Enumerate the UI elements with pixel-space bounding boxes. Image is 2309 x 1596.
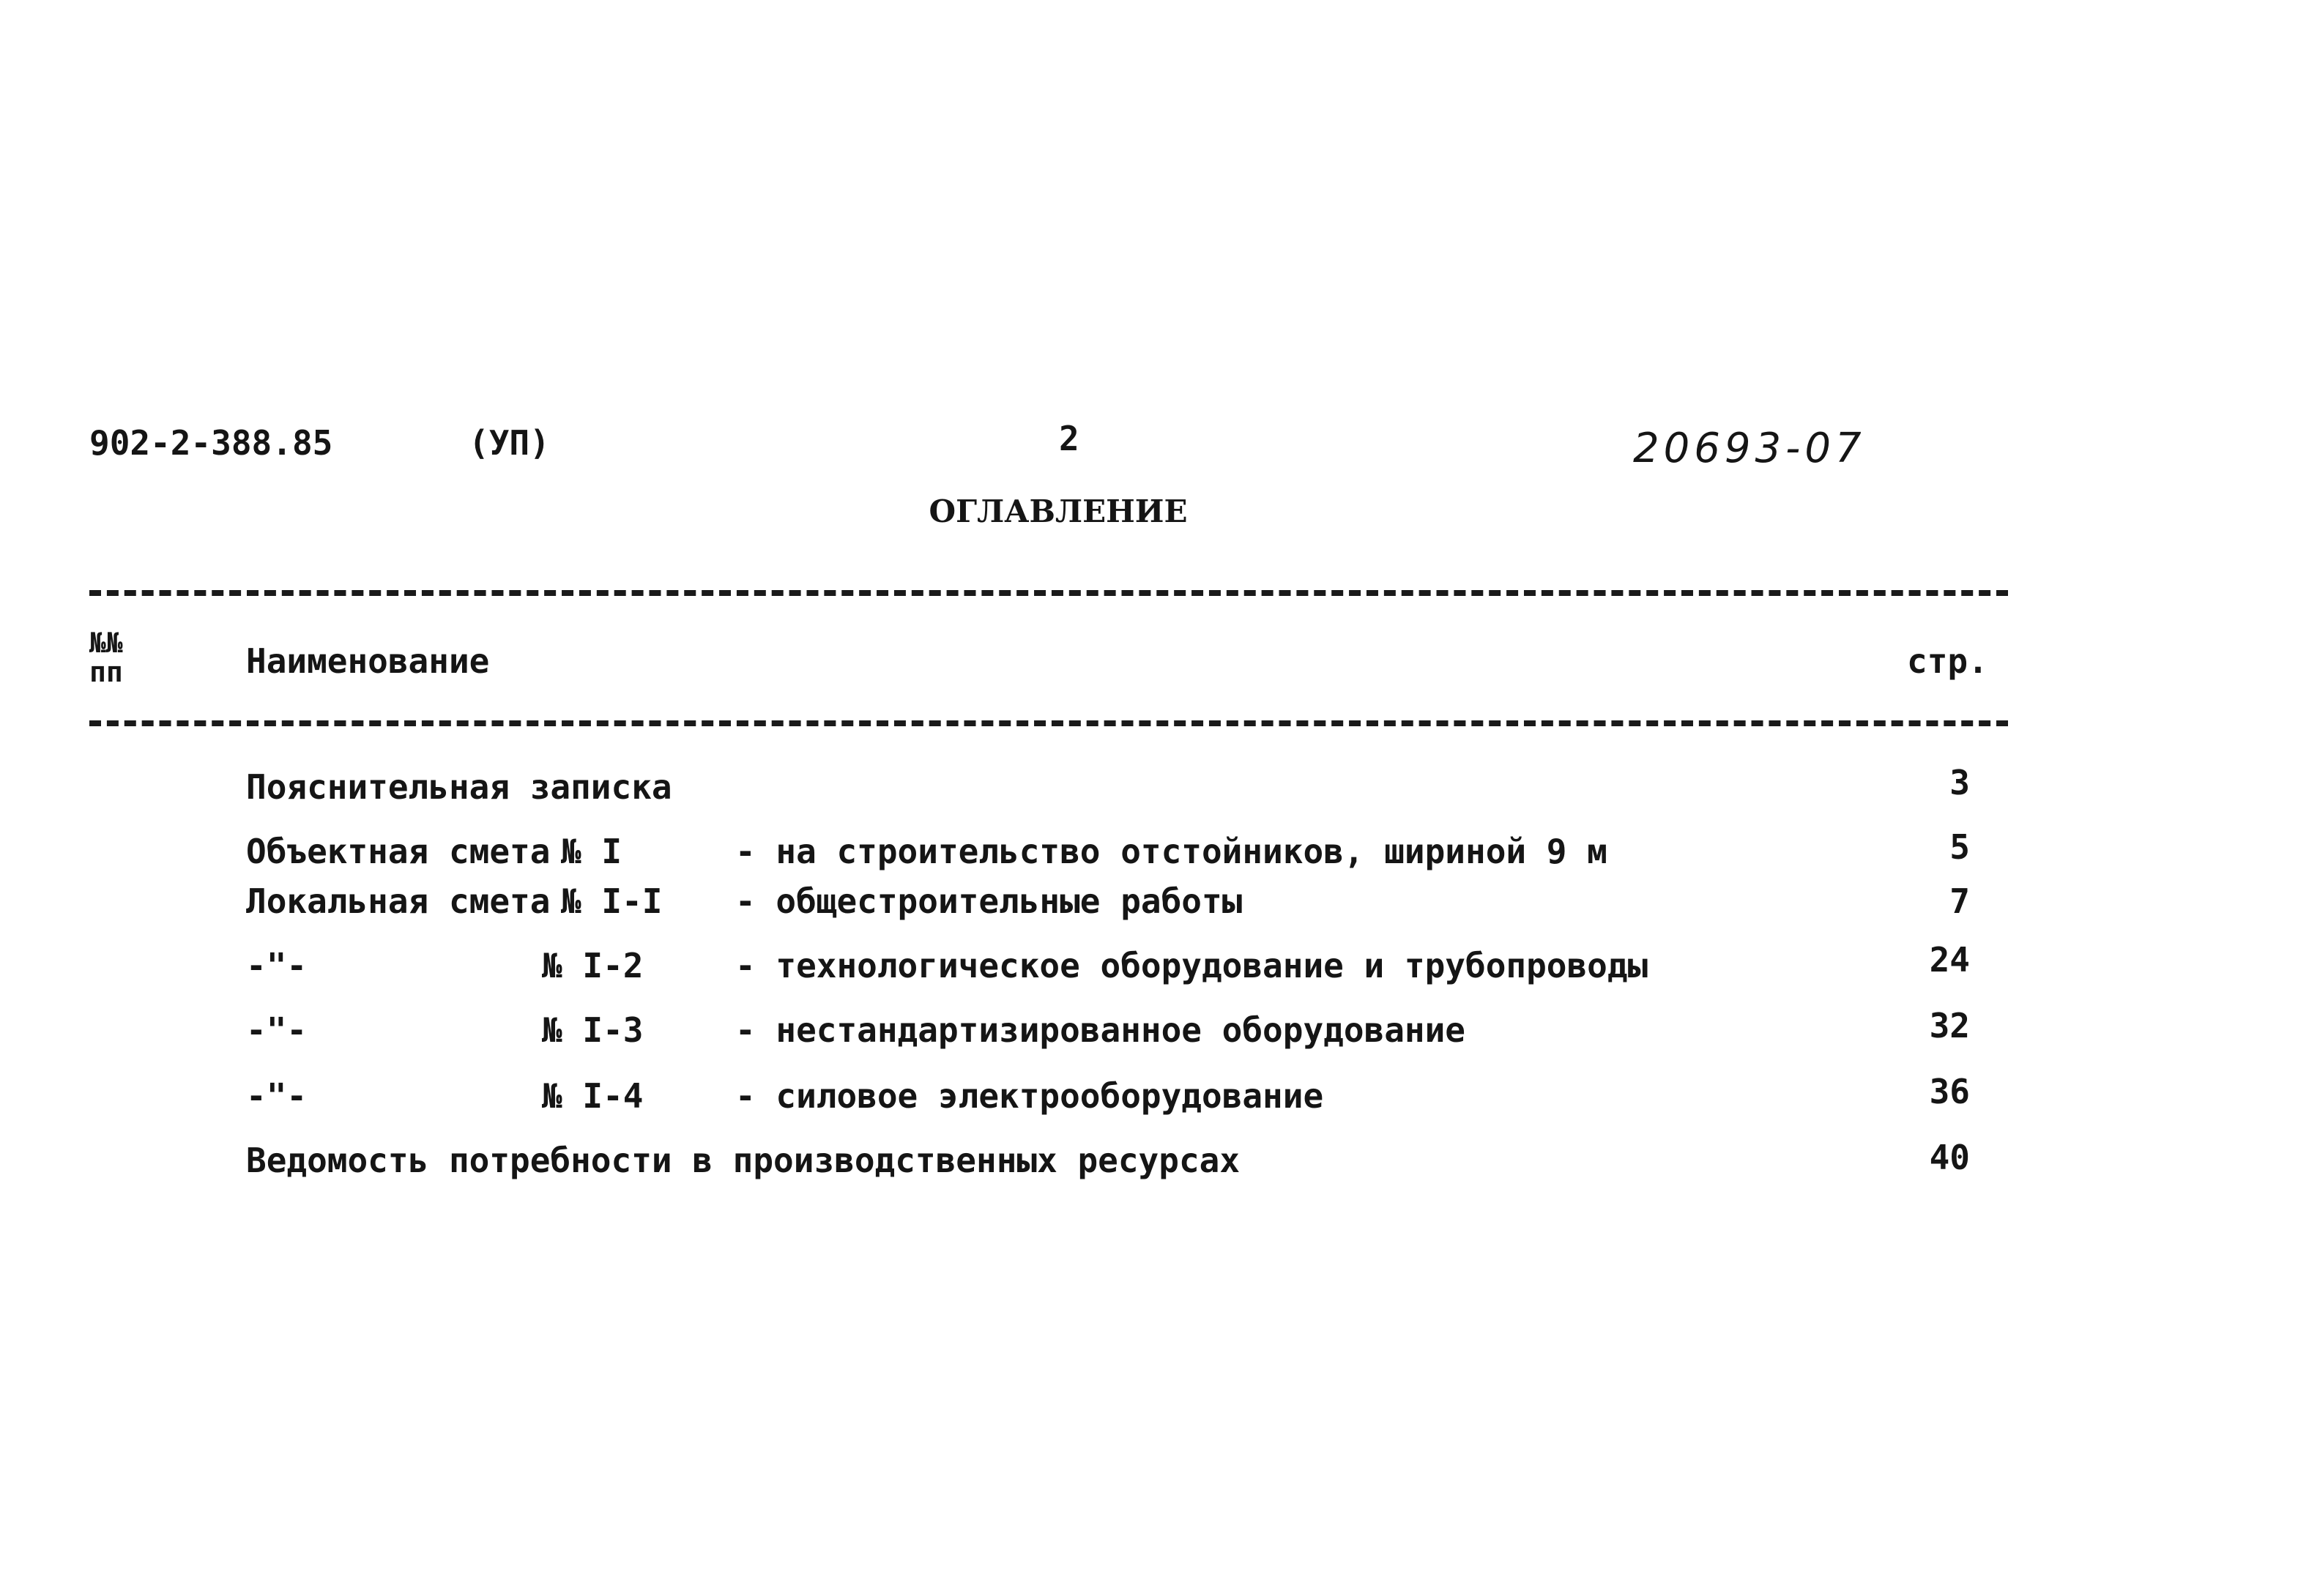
toc-entry-label: Ведомость потребности в производственных ресурсах <box>246 1141 1241 1180</box>
toc-entry-description: - нестандартизированное оборудование <box>735 1010 1465 1050</box>
toc-entry-label: -"- <box>246 1010 308 1050</box>
toc-entry-page: 32 <box>1929 1006 1970 1045</box>
toc-entry-description: - общестроительные работы <box>735 881 1243 921</box>
column-header-name: Наименование <box>246 641 490 681</box>
table-header-rule <box>89 720 2008 726</box>
table-top-rule <box>89 590 2008 596</box>
toc-entry-label: -"- <box>246 946 308 985</box>
page-title: ОГЛАВЛЕНИЕ <box>929 493 1188 529</box>
toc-entry-number: № I-4 <box>542 1076 644 1116</box>
toc-entry-description: - технологическое оборудование и трубопроводы <box>735 946 1648 985</box>
toc-entry-number: № I <box>561 832 622 871</box>
toc-entry-number: № I-3 <box>542 1010 644 1050</box>
toc-entry-label: Пояснительная записка <box>246 767 672 807</box>
toc-entry-page: 40 <box>1929 1138 1970 1177</box>
toc-entry-label: -"- <box>246 1076 308 1116</box>
document-section: (УП) <box>469 423 550 463</box>
toc-entry-number: № I-2 <box>542 946 644 985</box>
toc-entry-page: 7 <box>1949 881 1970 921</box>
column-header-page: стр. <box>1907 641 1988 681</box>
toc-entry-page: 36 <box>1929 1072 1970 1111</box>
inventory-number: 20693-07 <box>1633 425 1866 472</box>
page-number: 2 <box>1059 419 1079 458</box>
document-code: 902-2-388.85 <box>89 423 333 463</box>
toc-entry-label: Локальная смета <box>246 881 551 921</box>
toc-entry-number: № I-I <box>561 881 663 921</box>
toc-entry-page: 3 <box>1949 763 1970 802</box>
toc-entry-description: - на строительство отстойников, шириной 9 м <box>735 832 1607 871</box>
toc-entry-page: 24 <box>1929 940 1970 980</box>
toc-entry-description: - силовое электрооборудование <box>735 1076 1324 1116</box>
toc-entry-label: Объектная смета <box>246 832 551 871</box>
column-header-number: №№ пп <box>89 627 123 688</box>
toc-entry-page: 5 <box>1949 827 1970 867</box>
